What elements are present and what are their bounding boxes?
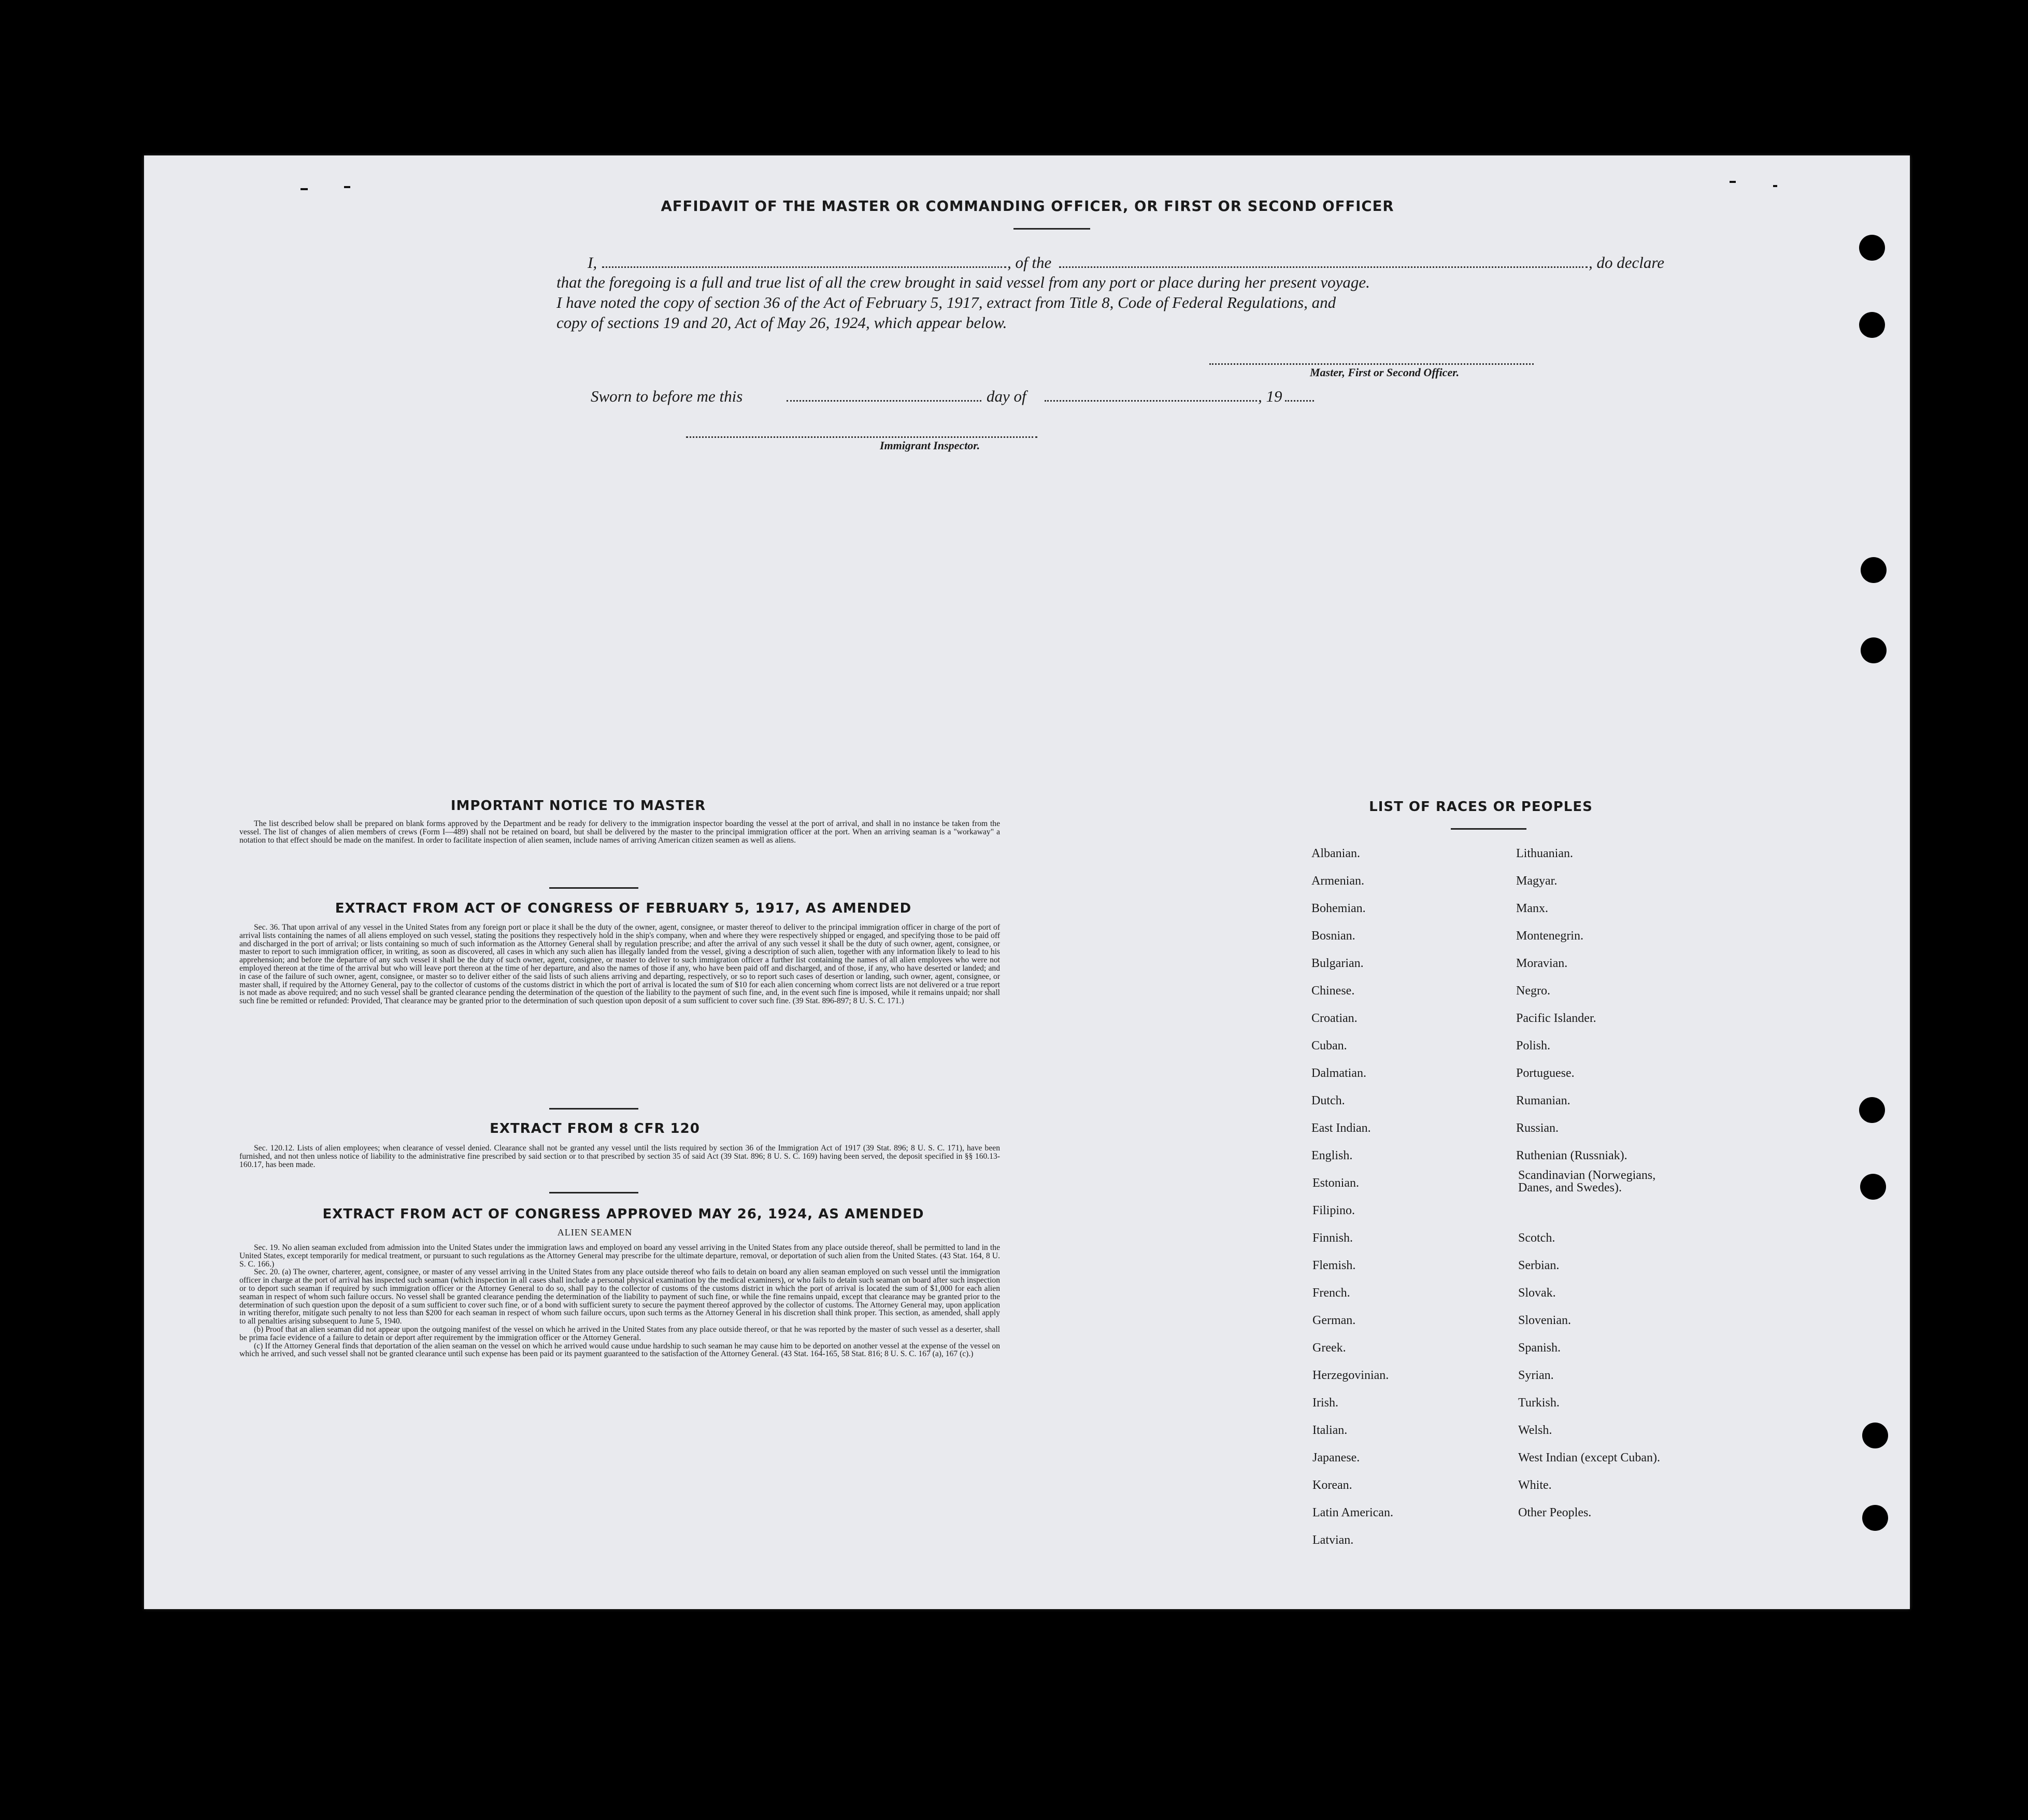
race-item: Latvian. <box>1312 1533 1354 1547</box>
affidavit-body-line3: copy of sections 19 and 20, Act of May 26, 1924, which appear below. <box>556 314 1007 332</box>
section-divider <box>549 1192 638 1193</box>
race-item: Welsh. <box>1518 1424 1552 1437</box>
race-item: Flemish. <box>1312 1259 1356 1272</box>
sworn-year-field[interactable] <box>1285 400 1314 402</box>
race-item: Armenian. <box>1311 874 1364 888</box>
race-item: Greek. <box>1312 1341 1346 1355</box>
affidavit-title: AFFIDAVIT OF THE MASTER OR COMMANDING OFFICER, OR FIRST OR SECOND OFFICER <box>661 198 1394 215</box>
affidavit-declare-label: , do declare <box>1589 253 1665 272</box>
year-label: , 19 <box>1258 387 1282 405</box>
sworn-day-field[interactable] <box>787 400 981 402</box>
day-of-label: day of <box>987 387 1026 405</box>
inspector-caption: Immigrant Inspector. <box>880 439 980 452</box>
race-item: Filipino. <box>1312 1204 1355 1217</box>
race-item: Montenegrin. <box>1516 929 1583 943</box>
race-item: Croatian. <box>1311 1012 1358 1025</box>
affidavit-body-line1: that the foregoing is a full and true list of all the crew brought in said vessel from any port or place during her present voyage. <box>556 273 1370 291</box>
race-item: Rumanian. <box>1516 1094 1570 1107</box>
master-signature-field[interactable] <box>1209 363 1534 365</box>
race-item: Finnish. <box>1312 1231 1353 1245</box>
master-name-field[interactable] <box>602 266 1006 268</box>
race-item: Turkish. <box>1518 1396 1560 1410</box>
races-title: LIST OF RACES OR PEOPLES <box>1369 799 1593 815</box>
corner-mark <box>301 188 308 190</box>
corner-mark <box>1773 185 1777 187</box>
extract-1924-body <box>239 1244 1000 1358</box>
punch-hole <box>1861 557 1887 583</box>
race-item: Slovenian. <box>1518 1314 1571 1327</box>
race-item: Scandinavian (Norwegians, Danes, and Swedes). <box>1518 1169 1656 1195</box>
race-item: Manx. <box>1516 902 1548 915</box>
section-divider <box>549 887 638 889</box>
race-item: Slovak. <box>1518 1286 1556 1300</box>
sworn-month-field[interactable] <box>1045 400 1257 402</box>
extract-cfr-text: Sec. 120.12. Lists of alien employees; when clearance of vessel denied. Clearance shall not be granted any vessel until the lists required by section 36 of the Immigration Act of 1917 (39 Stat. 896; 8 U. S. C. 171), have been furnished, and not then unless notice of liability to the administrative fine prescribed by said section or to that prescribed by section 35 of said Act (39 Stat. 896; 8 U. S. C. 169) having been served, the deposit specified in §§ 160.13-160.17, has been made. <box>239 1144 1000 1169</box>
title-divider <box>1013 228 1090 230</box>
race-item: Negro. <box>1516 984 1550 998</box>
race-item: Bulgarian. <box>1311 957 1364 970</box>
section-19-text: Sec. 19. No alien seaman excluded from admission into the United States under the immigration laws and employed on board any vessel arriving in the United States from any place outside thereof, shall be permitted to land in the United States, except temporarily for medical treatment, or pursuant to such regulations as the Attorney General may prescribe for the ultimate departure, removal, or deportation of such alien from the United States. (43 Stat. 164, 8 U. S. C. 166.) <box>239 1243 1000 1269</box>
race-item: Dalmatian. <box>1311 1067 1366 1080</box>
section-20b-text: (b) Proof that an alien seaman did not appear upon the outgoing manifest of the vessel on which he arrived in the United States from any place outside thereof, or that he was reported by the master of such vessel as a deserter, shall be prima facie evidence of a failure to detain or deport after requirement by the immigration officer or the Attorney General. <box>239 1325 1000 1342</box>
race-item: Moravian. <box>1516 957 1568 970</box>
race-item: Polish. <box>1516 1039 1551 1053</box>
race-item: Dutch. <box>1311 1094 1345 1107</box>
race-item: Magyar. <box>1516 874 1558 888</box>
race-item: Spanish. <box>1518 1341 1561 1355</box>
race-item: Herzegovinian. <box>1312 1369 1389 1382</box>
race-item: Bosnian. <box>1311 929 1355 943</box>
race-item: Cuban. <box>1311 1039 1347 1053</box>
race-item: Lithuanian. <box>1516 847 1573 860</box>
section-20c-text: (c) If the Attorney General finds that deportation of the alien seaman on the vessel on which he arrived would cause undue hardship to such seaman he may cause him to be deported on another vessel at the expense of the vessel on which he arrived, and such vessel shall not be granted clearance until such expense has been paid or its payment guaranteed to the satisfaction of the Attorney General. (43 Stat. 164-165, 58 Stat. 816; 8 U. S. C. 167 (a), 167 (c).) <box>239 1341 1000 1359</box>
race-item: Latin American. <box>1312 1506 1393 1519</box>
race-item: German. <box>1312 1314 1356 1327</box>
form-page <box>144 155 1910 1609</box>
punch-hole <box>1862 1423 1888 1448</box>
race-item: Russian. <box>1516 1121 1559 1135</box>
notice-text: The list described below shall be prepared on blank forms approved by the Department and be ready for delivery to the immigration inspector boarding the vessel at the port of arrival, and shall in no instance be taken from the vessel. The list of changes of alien members of crews (Form I—489) shall not be retained on board, but shall be delivered by the master to the principal immigration officer at the port. When an arriving seaman is a "workaway" a notation to that effect should be made on the manifest. In order to facilitate inspection of alien seamen, include names of arriving American citizen seamen as well as aliens. <box>239 819 1000 845</box>
punch-hole <box>1859 235 1885 261</box>
extract-1917-title: EXTRACT FROM ACT OF CONGRESS OF FEBRUARY 5, 1917, AS AMENDED <box>335 901 912 916</box>
race-item: Japanese. <box>1312 1451 1360 1464</box>
race-item: Italian. <box>1312 1424 1348 1437</box>
race-item: Serbian. <box>1518 1259 1560 1272</box>
notice-title: IMPORTANT NOTICE TO MASTER <box>450 798 706 814</box>
affidavit-of-label: , of the <box>1007 253 1052 272</box>
inspector-signature-field[interactable] <box>686 436 1037 438</box>
race-item: Bohemian. <box>1311 902 1366 915</box>
section-divider <box>549 1108 638 1110</box>
punch-hole <box>1861 637 1887 663</box>
race-item: Syrian. <box>1518 1369 1554 1382</box>
race-item: French. <box>1312 1286 1350 1300</box>
corner-mark <box>344 186 350 188</box>
extract-cfr-title: EXTRACT FROM 8 CFR 120 <box>490 1121 700 1136</box>
punch-hole <box>1860 1174 1886 1200</box>
vessel-name-field[interactable] <box>1059 266 1588 268</box>
race-item: Irish. <box>1312 1396 1338 1410</box>
alien-seamen-subtitle: ALIEN SEAMEN <box>557 1227 633 1238</box>
extract-1924-title: EXTRACT FROM ACT OF CONGRESS APPROVED MAY 26, 1924, AS AMENDED <box>322 1206 924 1222</box>
race-item: White. <box>1518 1478 1552 1492</box>
race-item: Ruthenian (Russniak). <box>1516 1149 1627 1162</box>
signature-caption: Master, First or Second Officer. <box>1310 366 1460 379</box>
affidavit-i-label: I, <box>588 253 597 272</box>
race-item: English. <box>1311 1149 1353 1162</box>
race-item: Korean. <box>1312 1478 1352 1492</box>
punch-hole <box>1859 1097 1885 1123</box>
race-item: Albanian. <box>1311 847 1360 860</box>
race-item: West Indian (except Cuban). <box>1518 1451 1660 1464</box>
punch-hole <box>1862 1505 1888 1531</box>
affidavit-body-line2: I have noted the copy of section 36 of the Act of February 5, 1917, extract from Title 8, Code of Federal Regulations, and <box>556 293 1336 311</box>
race-item: Chinese. <box>1311 984 1355 998</box>
races-divider <box>1451 828 1526 830</box>
race-item: East Indian. <box>1311 1121 1371 1135</box>
punch-hole <box>1859 312 1885 338</box>
race-item: Other Peoples. <box>1518 1506 1592 1519</box>
race-item: Scotch. <box>1518 1231 1555 1245</box>
extract-1917-text: Sec. 36. That upon arrival of any vessel in the United States from any foreign port or place it shall be the duty of the owner, agent, consignee, or master thereof to deliver to the principal immigration officer in charge of the port of arrival lists containing the names of all aliens employed on such vessel, stating the positions they respectively hold in the ship's company, when and where they were respectively shipped or engaged, and specifying those to be paid off and discharged in the port of arrival; or lists containing so much of such information as the Attorney General shall by regulation prescribe; and after the arrival of any such vessel it shall be the duty of such owner, agent, consignee, or master to report to such immigration officer, in writing, as soon as discovered, all cases in which any such alien has illegally landed from the vessel, giving a description of such alien, together with any information likely to lead to his apprehension; and before the departure of any such vessel it shall be the duty of such owner, agent, consignee, or master to deliver to such immigration officer a further list containing the names of all alien employees who were not employed thereon at the time of the arrival but who will leave port thereon at the time of her departure, and also the names of those if any, who have been paid off and discharged, and of those, if any, who have deserted or landed; and in case of the failure of such owner, agent, consignee, or master so to deliver either of the said lists of such aliens arriving and departing, respectively, or so to report such cases of desertion or landing, such owner, agent, consignee, or master shall, if required by the Attorney General, pay to the collector of customs of the customs district in which the port of arrival is located the sum of $10 for each alien concerning whom correct lists are not delivered or a true report is not made as above required; and no such vessel shall be granted clearance pending the determination of the question of the liability to the payment of such fine, and, in the event such fine is imposed, while it remains unpaid; nor shall such fine be remitted or refunded: Provided, That clearance may be granted prior to the determination of such question upon deposit of a sum sufficient to cover such fine. (39 Stat. 896-897; 8 U. S. C. 171.) <box>239 923 1000 1006</box>
section-20a-text: Sec. 20. (a) The owner, charterer, agent, consignee, or master of any vessel arriving in the United States from any place outside thereof who fails to detain on board any alien seaman employed on such vessel until the immigration officer in charge at the port of arrival has inspected such seaman (which inspection in all cases shall include a personal physical examination by the medical examiners), or who fails to detain such seaman on board after such inspection or to deport such seaman if required by such immigration officer or the Attorney General to do so, shall pay to the collector of customs of the customs district in which the port of arrival is located the sum of $1,000 for each alien seaman in respect of whom such failure occurs. No vessel shall be granted clearance pending the determination of the liability to payment of such fine, or while the fine remains unpaid, except that clearance may be granted prior to the determination of such question upon the deposit of a sum sufficient to cover such fine, or of a bond with sufficient surety to secure the payment thereof approved by the collector of customs. The Attorney General may, upon application in writing therefor, mitigate such penalty to not less than $200 for each seaman in respect of whom such failure occurs, upon such terms as the Attorney General in his discretion shall think proper. This section, as amended, shall apply to all penalties arising subsequent to June 5, 1940. <box>239 1268 1000 1326</box>
race-item: Pacific Islander. <box>1516 1012 1596 1025</box>
race-item: Estonian. <box>1312 1176 1359 1190</box>
sworn-label: Sworn to before me this <box>591 387 743 405</box>
race-item: Portuguese. <box>1516 1067 1575 1080</box>
corner-mark <box>1730 181 1736 183</box>
